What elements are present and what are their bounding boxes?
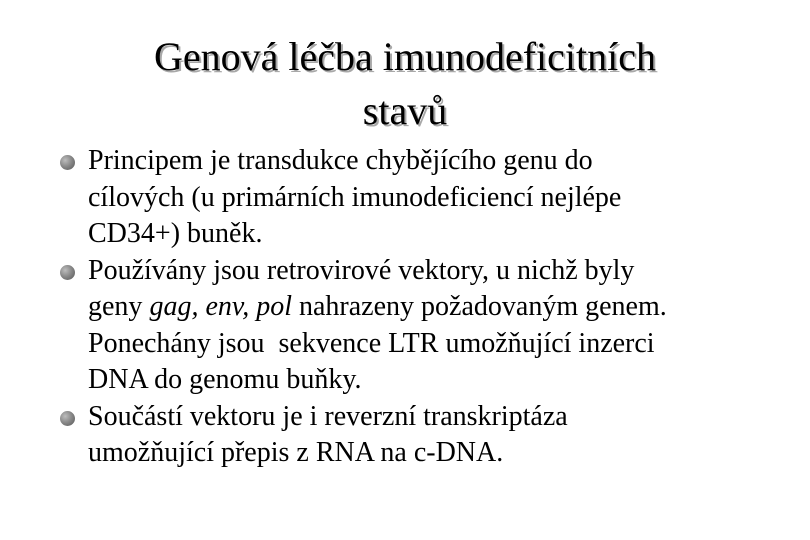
bullet-2-line-3: Ponechány jsou sekvence LTR umožňující inzerci <box>88 327 655 359</box>
bullet-1-line-1: Principem je transdukce chybějícího genu do <box>88 145 593 176</box>
disc-bullet-icon <box>60 265 75 280</box>
bullet-2-gene-names: gag, env, pol <box>149 291 292 322</box>
bullet-1-line-2: cílových (u primárních imunodeficiencí nejlépe <box>88 181 622 213</box>
disc-bullet-icon <box>60 155 75 170</box>
slide-title <box>60 30 750 138</box>
bullet-3-line-1: Součástí vektoru je i reverzní transkriptáza <box>88 400 568 432</box>
title-line-1: Genová léčba imunodeficitních <box>153 34 657 79</box>
bullet-item-principle <box>60 143 780 253</box>
bullet-2-line-2 <box>88 289 780 326</box>
bullet-2-line-1: Používány jsou retrovirové vektory, u nichž byly <box>88 254 635 286</box>
bullet-2-line-4: DNA do genomu buňky. <box>88 364 362 395</box>
title-line-2: stavů <box>362 88 448 133</box>
disc-bullet-icon <box>60 411 75 426</box>
bullet-3-line-2: umožňující přepis z RNA na c-DNA. <box>88 437 504 468</box>
bullet-2-line-2-suffix: nahrazeny požadovaným genem. <box>292 291 667 322</box>
bullet-list <box>60 143 780 472</box>
bullet-item-reverse-transcriptase <box>60 399 780 472</box>
bullet-item-vectors <box>60 253 780 399</box>
bullet-1-line-3: CD34+) buněk. <box>88 218 263 249</box>
bullet-2-line-2-prefix: geny <box>88 291 150 322</box>
